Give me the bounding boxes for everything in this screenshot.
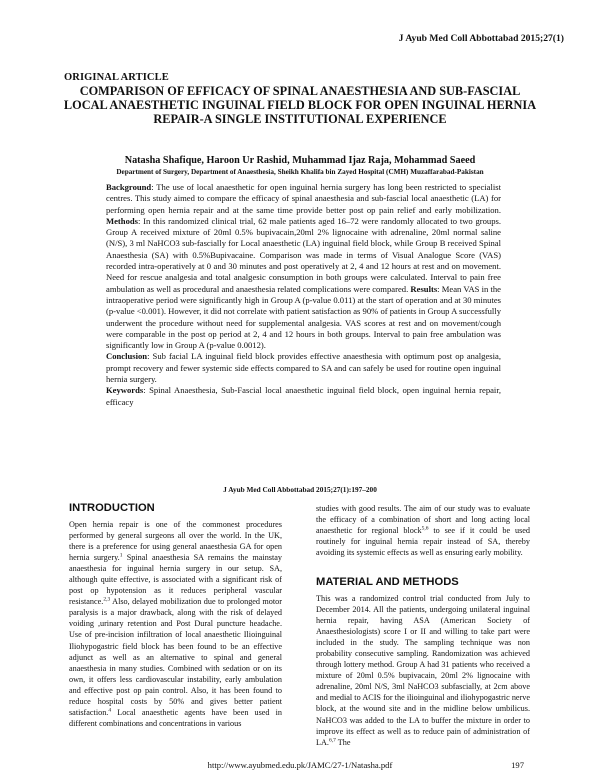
methods-heading: MATERIAL AND METHODS	[316, 576, 459, 588]
reference-marker: 4	[108, 707, 112, 714]
abstract-background-text: : The use of local anaesthetic for open inguinal hernia surgery has long been restricted to specialist centres. This study aimed to compare the efficacy of spinal anaesthesia and sub-fascial local anaesthetic (LA) for performing open hernia repair and at the same time provide better post op pain relief and early mobilization.	[106, 182, 501, 215]
abstract-conclusion-text: : Sub facial LA inguinal field block provides effective anaesthesia with optimum post op analgesia, prompt recovery and fewer systemic side effects compared to SA and can safely be used for routine open inguinal hernia surgery.	[106, 351, 501, 385]
intro-text-2: Spinal anaesthesia SA remains the mainstay anaesthesia for inguinal hernia surgery in our setup. SA, although quite effective, is associated with a significant risk of post op hypotension as it reduces peripheral vascular resistance.	[69, 553, 282, 607]
introduction-continued	[316, 503, 530, 558]
abstract-results-text: : Mean VAS in the intraoperative period were significantly high in Group A (p-value 0.011) at the start of operation and at 30 minutes (p-value <0.001). However, it did not correlate with patient satisfaction as 90% of patients in Group A successfully underwent the procedure without need for supplemental analgesia. VAS scores at rest and on movement/cough were comparable in the post op period at 2, 4 and 12 hours in both groups. Interval to pain free ambulation was significantly low in Group A (p-value 0.0012).	[106, 283, 501, 351]
abstract-background-label: Background	[106, 182, 152, 192]
abstract	[106, 182, 501, 408]
intro-cont-text-2: to see if it could be used routinely for inguinal hernia repair instead of SA, thereby avoiding its systemic effects as well as ensuring early mobility.	[316, 526, 530, 558]
journal-header: J Ayub Med Coll Abbottabad 2015;27(1)	[398, 33, 564, 44]
intro-cont-text-1: studies with good results. The aim of our study was to evaluate the efficacy of a combination of short and long acting local anaesthetic for regional block	[316, 504, 530, 536]
methods-text-1: This was a randomized control trial conducted from July to December 2014. All the patients, undergoing unilateral inguinal hernia repair, having ASA (American Society of Anaesthesiologists) score I or II and willing to take part were included in the study. The sampling technique was non probability consecutive sampling. Randomization was achieved through lottery method. Group A had 31 patients who received a mixture of 20ml 0.5% bupivacain, 20ml 2% lignocaine with adrenaline, 20ml N/S, 3ml NaHCO3 subfascially, at 2cm above and medial to ACIS for the ilioinguinal and iliohypogastric nerve block, at the wound site and in the midline below umbilicus. NaHCO3 was added to the LA to buffer the mixture in order to improve its effect as well as to reduce pain of administration of LA.	[316, 594, 530, 747]
affiliation: Department of Surgery, Department of Anaesthesia, Sheikh Khalifa bin Zayed Hospital (CMH) Muzaffarabad-Pakistan	[116, 168, 484, 176]
abstract-methods-text: : In this randomized clinical trial, 62 male patients aged 16–72 were randomly allocated to two groups. Group A received mixture of 20ml 0.5% bupivacain,20ml 2% lignocaine with adrenaline, 20ml normal saline (N/S), 3 ml NaHCO3 sub-fascially for Local anaesthetic (LA) inguinal field block, while Group B received Spinal Anaesthesia (SA) with 0.5%Bupivacaine. Comparison was made in terms of Visual Analogue Score (VAS) recorded intra-operatively at 0 and 30 minutes and post operatively at 2, 4 and 12 hours at rest and on movement. Need for rescue analgesia and total analgesic consumption in both groups were calculated. Interval to pain free ambulation as well as procedural and anaesthesia related complications were compared.	[106, 215, 501, 294]
page-number: 197	[511, 760, 524, 770]
reference-marker: 5,6	[421, 525, 429, 532]
intro-text-4: Local anaesthetic agents have been used in different combinations and concentrations in various	[69, 707, 282, 728]
intro-text-1: Open hernia repair is one of the commonest procedures performed by general surgeons all over the world. In the UK, there is a preference for using general anaesthesia GA for open hernia surgery.	[69, 520, 282, 563]
article-type: ORIGINAL ARTICLE	[64, 72, 169, 83]
methods-body	[316, 593, 530, 748]
methods-text-2: The	[335, 737, 351, 747]
introduction-heading: INTRODUCTION	[69, 502, 155, 514]
abstract-methods-label: Methods	[106, 215, 138, 226]
abstract-keywords-label: Keywords	[106, 385, 144, 396]
abstract-conclusion-label: Conclusion	[106, 351, 148, 362]
author-list: Natasha Shafique, Haroon Ur Rashid, Muhammad Ijaz Raja, Mohammad Saeed	[124, 155, 476, 166]
footer-url-link[interactable]: http://www.ayubmed.edu.pk/JAMC/27-1/Natasha.pdf	[207, 760, 393, 770]
intro-text-3: Also, delayed mobilization due to prolonged motor paralysis is a major drawback, along with the risk of delayed voiding ,urinary retention and Post Dural puncture headache. Use of pre-incision infiltration of local anaesthetic Ilioinguinal Iliohypogastric field block has been found to be an effective adjunct as well as an alternative to spinal and general anaesthesia in many studies. Combined with sedation or on its own, it offers less cardiovascular instability, early ambulation and effective post op pain control. Also, it has been found to reduce hospital costs by 50% and gives better patient satisfaction.	[69, 597, 282, 717]
abstract-keywords-text: : Spinal Anaesthesia, Sub-Fascial local anaesthetic inguinal field block, open inguinal hernia repair, efficacy	[106, 385, 501, 407]
article-title: COMPARISON OF EFFICACY OF SPINAL ANAESTHESIA AND SUB-FASCIAL LOCAL ANAESTHETIC INGUINAL FIELD BLOCK FOR OPEN INGUINAL HERNIA REPAIR-A SINGLE INSTITUTIONAL EXPERIENCE	[63, 84, 537, 127]
reference-marker: 6,7	[328, 736, 336, 743]
abstract-results-label: Results	[410, 283, 438, 294]
citation-line: J Ayub Med Coll Abbottabad 2015;27(1):197–200	[223, 485, 377, 494]
reference-marker: 1	[119, 552, 123, 559]
reference-marker: 2,3	[103, 596, 111, 603]
introduction-body	[69, 519, 282, 729]
